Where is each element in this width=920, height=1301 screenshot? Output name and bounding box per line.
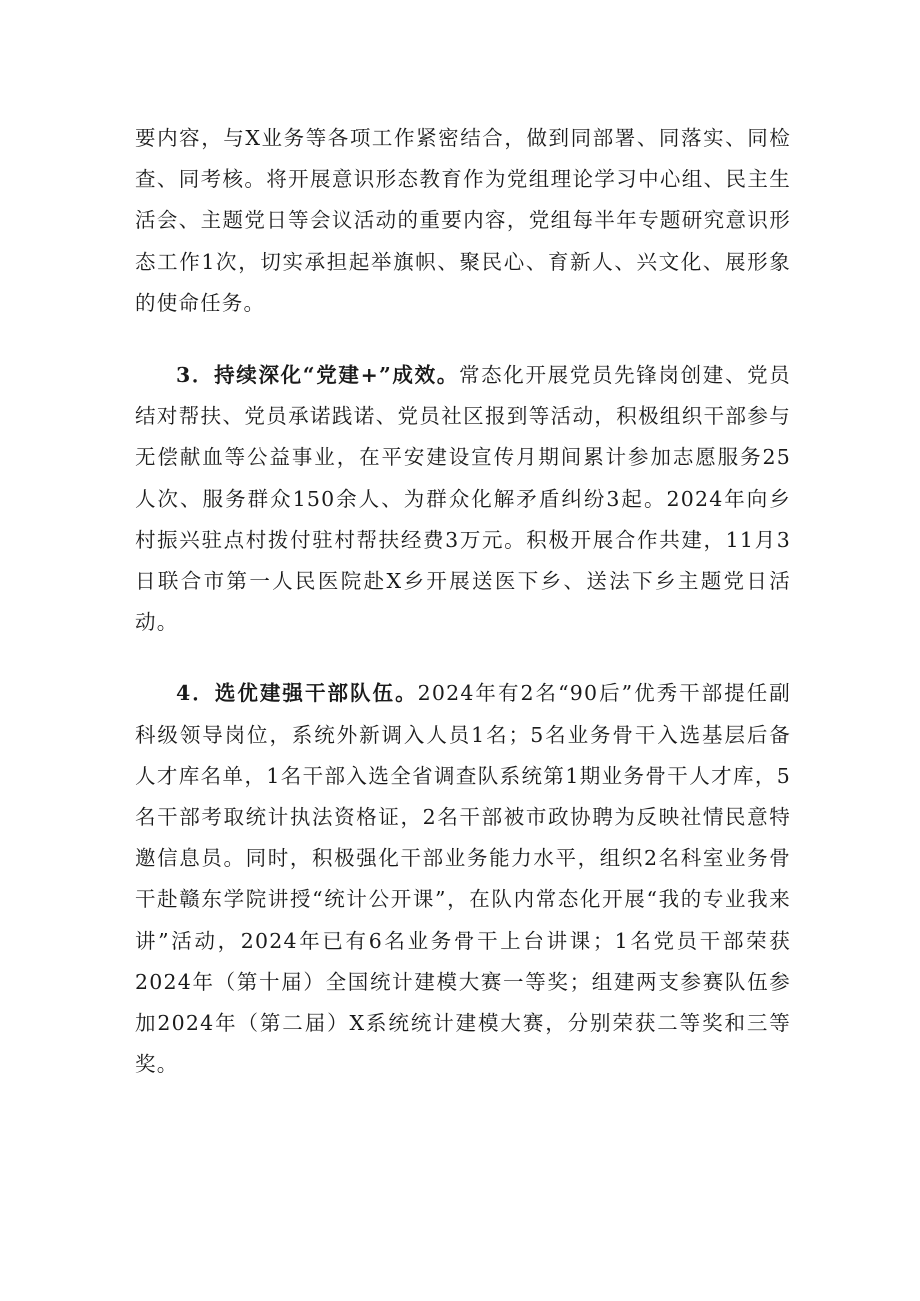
paragraph-heading: 4．选优建强干部队伍。 <box>176 681 418 706</box>
paragraph-party-building <box>135 355 791 643</box>
paragraph-cadre-team <box>135 673 791 1085</box>
document-page <box>135 118 791 1085</box>
paragraph-body: 2024年有2名“90后”优秀干部提任副科级领导岗位，系统外新调入人员1名；5名业务骨干入选基层后备人才库名单，1名干部入选全省调查队系统第1期业务骨干人才库，5名干部考取统计执法资格证，2名干部被市政协聘为反映社情民意特邀信息员。同时，积极强化干部业务能力水平，组织2名科室业务骨干赴赣东学院讲授“统计公开课”，在队内常态化开展“我的专业我来讲”活动，2024年已有6名业务骨干上台讲课；1名党员干部荣获2024年（第十届）全国统计建模大赛一等奖；组建两支参赛队伍参加2024年（第二届）X系统统计建模大赛，分别荣获二等奖和三等奖。 <box>135 681 791 1077</box>
paragraph-body: 常态化开展党员先锋岗创建、党员结对帮扶、党员承诺践诺、党员社区报到等活动，积极组织干部参与无偿献血等公益事业，在平安建设宣传月期间累计参加志愿服务25人次、服务群众150余人、为群众化解矛盾纠纷3起。2024年向乡村振兴驻点村拨付驻村帮扶经费3万元。积极开展合作共建，11月3日联合市第一人民医院赴X乡开展送医下乡、送法下乡主题党日活动。 <box>135 363 792 635</box>
paragraph-body: 要内容，与X业务等各项工作紧密结合，做到同部署、同落实、同检查、同考核。将开展意识形态教育作为党组理论学习中心组、民主生活会、主题党日等会议活动的重要内容，党组每半年专题研究意识形态工作1次，切实承担起举旗帜、聚民心、育新人、兴文化、展形象的使命任务。 <box>135 126 791 315</box>
paragraph-ideology-continued <box>135 118 791 324</box>
paragraph-heading: 3．持续深化“党建+”成效。 <box>176 363 459 388</box>
